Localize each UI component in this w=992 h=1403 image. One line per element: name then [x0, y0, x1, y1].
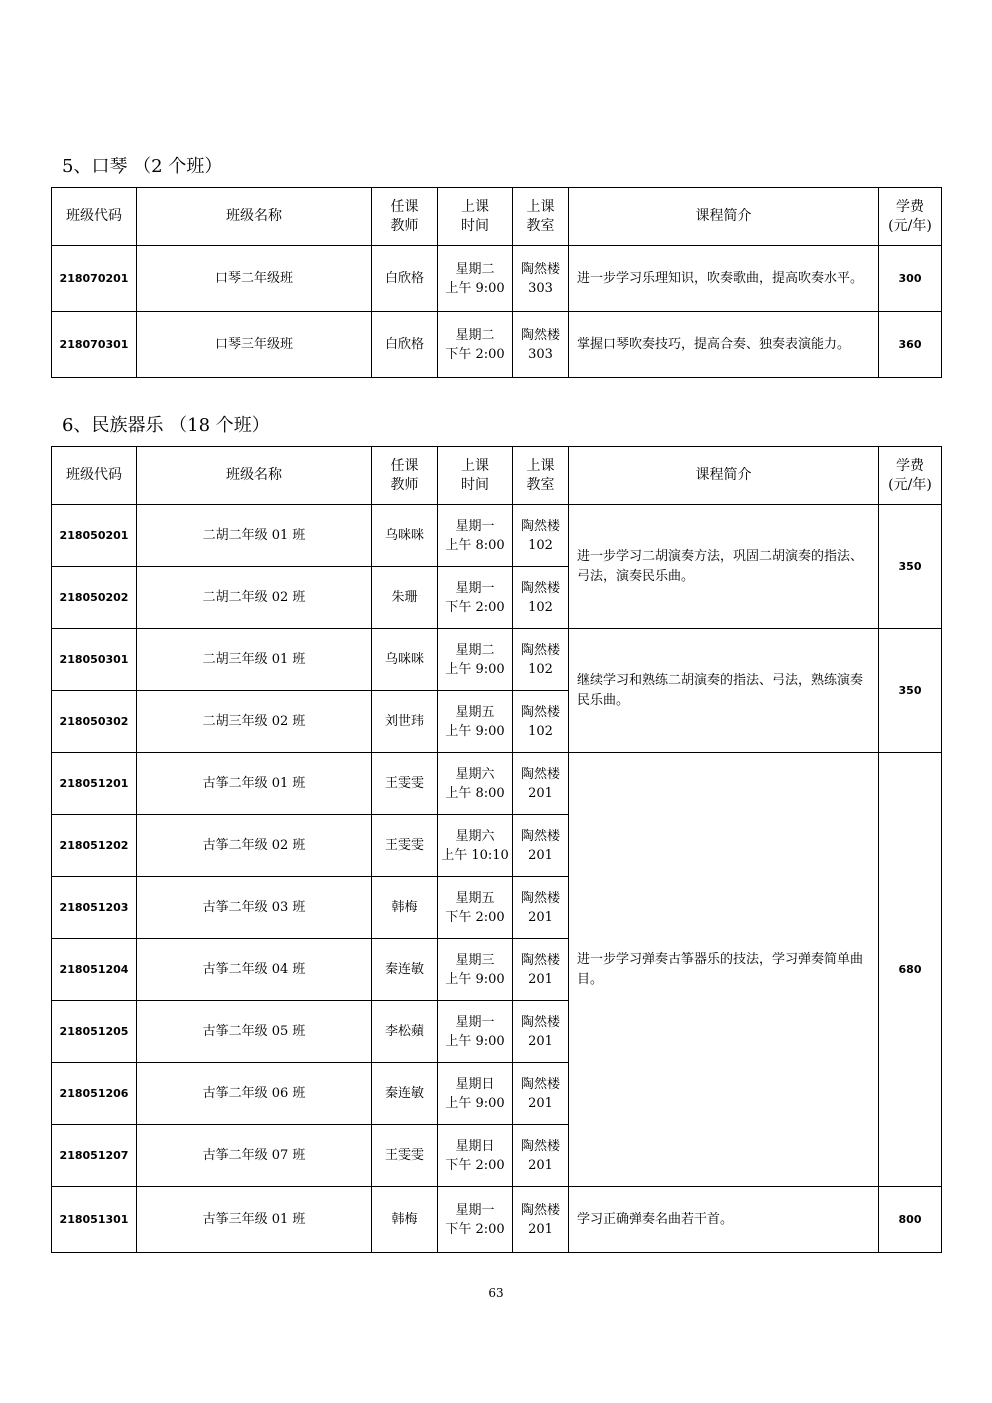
course-description: 继续学习和熟练二胡演奏的指法、弓法，熟练演奏民乐曲。 — [569, 629, 879, 753]
teacher: 乌咪咪 — [372, 505, 438, 567]
teacher: 秦连敏 — [372, 1063, 438, 1125]
class-time: 星期日 下午 2:00 — [438, 1125, 513, 1187]
course-description: 进一步学习二胡演奏方法，巩固二胡演奏的指法、弓法，演奏民乐曲。 — [569, 505, 879, 629]
course-description: 掌握口琴吹奏技巧，提高合奏、独奏表演能力。 — [569, 312, 879, 378]
section-title-harmonica: 5、口琴 （2 个班） — [62, 156, 223, 177]
classroom: 陶然楼 201 — [513, 1063, 569, 1125]
teacher: 白欣格 — [372, 312, 438, 378]
classroom: 陶然楼 201 — [513, 753, 569, 815]
classroom: 陶然楼 201 — [513, 1187, 569, 1253]
table-row — [52, 1187, 942, 1253]
teacher: 秦连敏 — [372, 939, 438, 1001]
class-code: 218051206 — [52, 1063, 137, 1125]
folk-instruments-table — [51, 446, 942, 1253]
class-name: 古筝二年级 01 班 — [137, 753, 372, 815]
class-code: 218050302 — [52, 691, 137, 753]
header-room: 上课 教室 — [513, 188, 569, 246]
class-name: 口琴二年级班 — [137, 246, 372, 312]
header-time: 上课 时间 — [438, 188, 513, 246]
class-time: 星期一 下午 2:00 — [438, 1187, 513, 1253]
teacher: 乌咪咪 — [372, 629, 438, 691]
tuition-fee: 350 — [879, 505, 942, 629]
class-code: 218070301 — [52, 312, 137, 378]
page-number: 63 — [488, 1286, 504, 1300]
class-name: 古筝二年级 02 班 — [137, 815, 372, 877]
header-teacher: 任课 教师 — [372, 188, 438, 246]
tuition-fee: 300 — [879, 246, 942, 312]
teacher: 刘世玮 — [372, 691, 438, 753]
classroom: 陶然楼 201 — [513, 815, 569, 877]
header-row — [52, 188, 942, 246]
classroom: 陶然楼 102 — [513, 567, 569, 629]
class-code: 218051301 — [52, 1187, 137, 1253]
table-row — [52, 312, 942, 378]
classroom: 陶然楼 303 — [513, 312, 569, 378]
teacher: 李松蘋 — [372, 1001, 438, 1063]
teacher: 朱珊 — [372, 567, 438, 629]
teacher: 韩梅 — [372, 877, 438, 939]
class-name: 二胡三年级 01 班 — [137, 629, 372, 691]
class-code: 218050201 — [52, 505, 137, 567]
header-fee: 学费 (元/年) — [879, 188, 942, 246]
course-description: 学习正确弹奏名曲若干首。 — [569, 1187, 879, 1253]
header-fee: 学费 (元/年) — [879, 447, 942, 505]
classroom: 陶然楼 102 — [513, 691, 569, 753]
table-row — [52, 629, 942, 691]
class-time: 星期六 上午 8:00 — [438, 753, 513, 815]
class-time: 星期六 上午 10:10 — [438, 815, 513, 877]
classroom: 陶然楼 201 — [513, 1125, 569, 1187]
tuition-fee: 350 — [879, 629, 942, 753]
class-code: 218051201 — [52, 753, 137, 815]
teacher: 王雯雯 — [372, 753, 438, 815]
tuition-fee: 680 — [879, 753, 942, 1187]
class-time: 星期三 上午 9:00 — [438, 939, 513, 1001]
class-time: 星期一 下午 2:00 — [438, 567, 513, 629]
section-title-folk-instruments: 6、民族器乐 （18 个班） — [62, 415, 270, 436]
teacher: 白欣格 — [372, 246, 438, 312]
class-time: 星期一 上午 9:00 — [438, 1001, 513, 1063]
class-name: 古筝二年级 04 班 — [137, 939, 372, 1001]
table-row — [52, 753, 942, 815]
class-name: 古筝二年级 05 班 — [137, 1001, 372, 1063]
class-time: 星期二 上午 9:00 — [438, 629, 513, 691]
class-time: 星期五 下午 2:00 — [438, 877, 513, 939]
header-name: 班级名称 — [137, 188, 372, 246]
teacher: 王雯雯 — [372, 815, 438, 877]
class-code: 218050202 — [52, 567, 137, 629]
class-name: 古筝二年级 03 班 — [137, 877, 372, 939]
class-code: 218051202 — [52, 815, 137, 877]
classroom: 陶然楼 201 — [513, 1001, 569, 1063]
tuition-fee: 360 — [879, 312, 942, 378]
header-desc: 课程简介 — [569, 447, 879, 505]
classroom: 陶然楼 201 — [513, 877, 569, 939]
class-name: 二胡三年级 02 班 — [137, 691, 372, 753]
class-time: 星期五 上午 9:00 — [438, 691, 513, 753]
class-name: 古筝二年级 07 班 — [137, 1125, 372, 1187]
course-description: 进一步学习弹奏古筝器乐的技法，学习弹奏简单曲目。 — [569, 753, 879, 1187]
class-time: 星期二 上午 9:00 — [438, 246, 513, 312]
classroom: 陶然楼 303 — [513, 246, 569, 312]
teacher: 王雯雯 — [372, 1125, 438, 1187]
header-teacher: 任课 教师 — [372, 447, 438, 505]
class-name: 古筝三年级 01 班 — [137, 1187, 372, 1253]
class-code: 218051205 — [52, 1001, 137, 1063]
class-time: 星期二 下午 2:00 — [438, 312, 513, 378]
header-name: 班级名称 — [137, 447, 372, 505]
class-name: 古筝二年级 06 班 — [137, 1063, 372, 1125]
class-name: 二胡二年级 02 班 — [137, 567, 372, 629]
table-row — [52, 505, 942, 567]
tuition-fee: 800 — [879, 1187, 942, 1253]
header-code: 班级代码 — [52, 188, 137, 246]
header-time: 上课 时间 — [438, 447, 513, 505]
header-desc: 课程简介 — [569, 188, 879, 246]
class-code: 218070201 — [52, 246, 137, 312]
class-code: 218051203 — [52, 877, 137, 939]
classroom: 陶然楼 102 — [513, 629, 569, 691]
table-row — [52, 246, 942, 312]
class-name: 口琴三年级班 — [137, 312, 372, 378]
harmonica-table — [51, 187, 942, 378]
header-row — [52, 447, 942, 505]
class-time: 星期日 上午 9:00 — [438, 1063, 513, 1125]
header-code: 班级代码 — [52, 447, 137, 505]
header-room: 上课 教室 — [513, 447, 569, 505]
class-code: 218051207 — [52, 1125, 137, 1187]
class-name: 二胡二年级 01 班 — [137, 505, 372, 567]
class-code: 218051204 — [52, 939, 137, 1001]
classroom: 陶然楼 201 — [513, 939, 569, 1001]
classroom: 陶然楼 102 — [513, 505, 569, 567]
teacher: 韩梅 — [372, 1187, 438, 1253]
class-code: 218050301 — [52, 629, 137, 691]
course-description: 进一步学习乐理知识，吹奏歌曲，提高吹奏水平。 — [569, 246, 879, 312]
class-time: 星期一 上午 8:00 — [438, 505, 513, 567]
